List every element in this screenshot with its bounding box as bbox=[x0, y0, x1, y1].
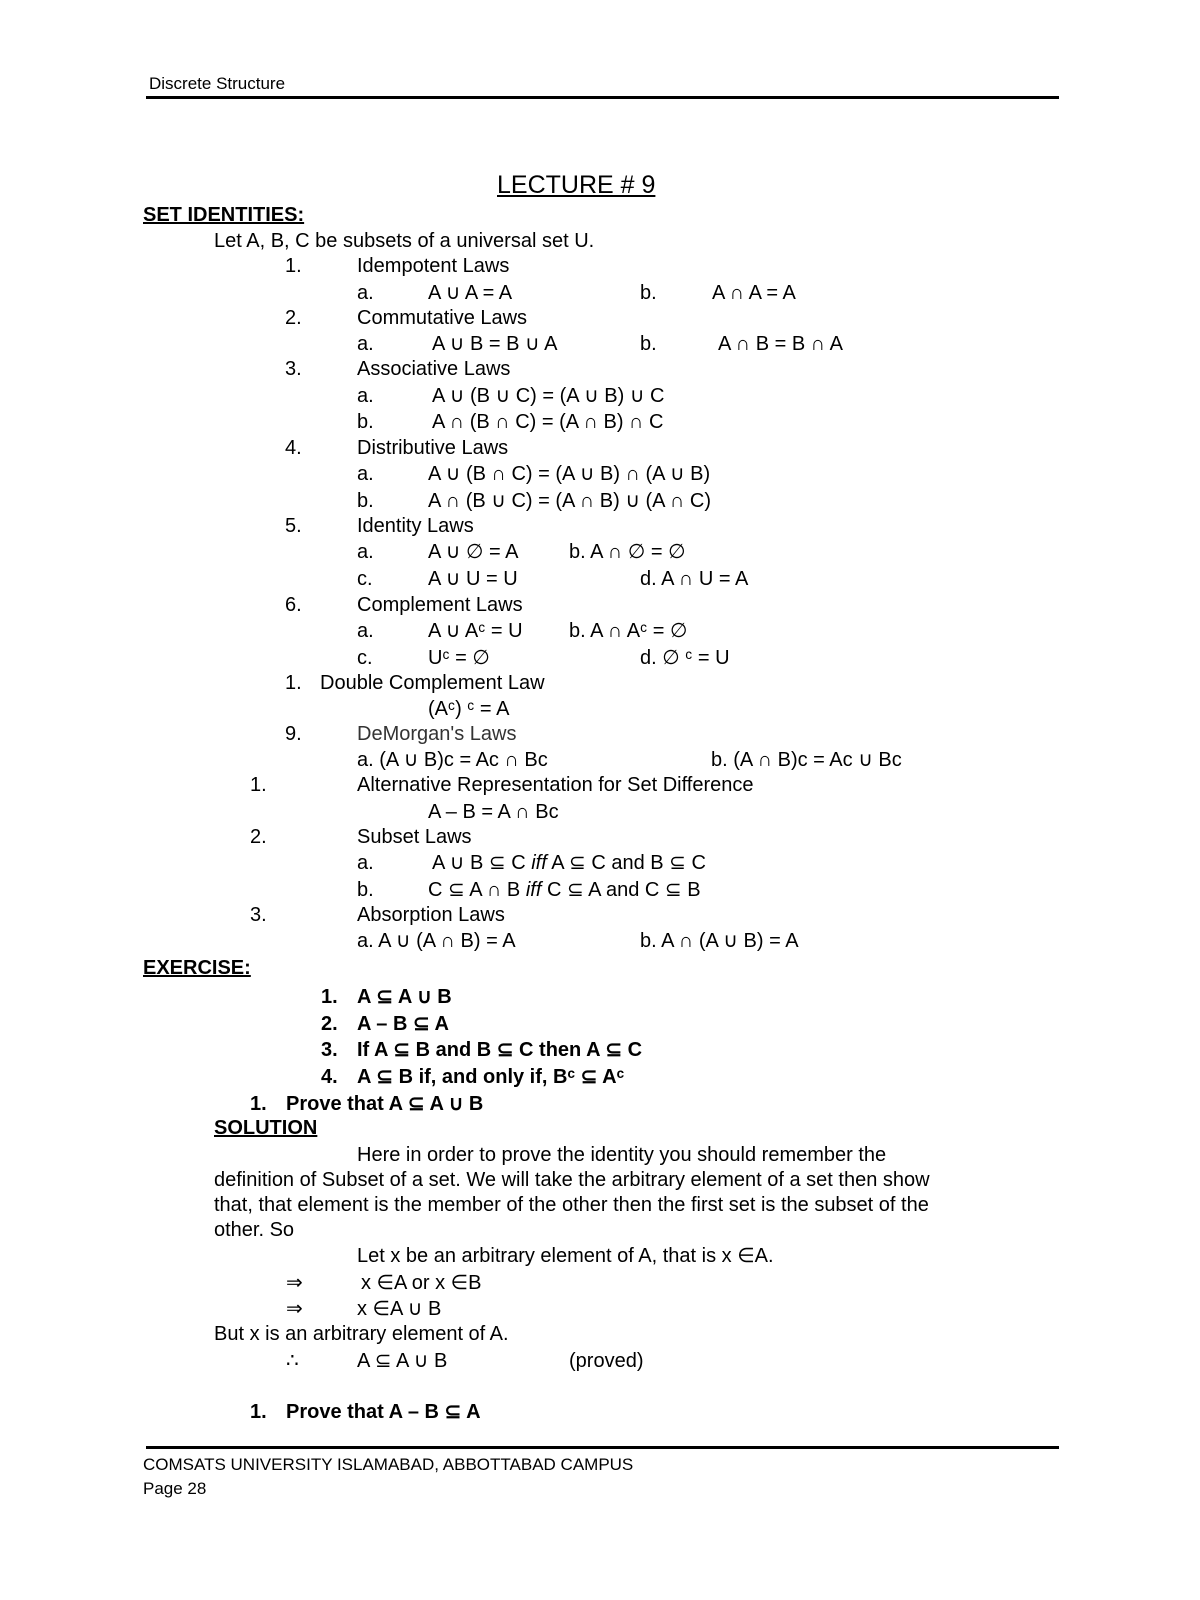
item-label: b. bbox=[357, 411, 374, 433]
header-rule bbox=[146, 96, 1059, 99]
law-expression: A ∪ A = A bbox=[428, 282, 513, 304]
item-label: a. bbox=[357, 620, 374, 642]
law-number: 6. bbox=[285, 594, 302, 616]
item-label: c. bbox=[357, 568, 373, 590]
law-name: Absorption Laws bbox=[357, 904, 505, 926]
law-expression: A ∪ ∅ = A bbox=[428, 541, 519, 563]
law-name: Commutative Laws bbox=[357, 307, 528, 329]
exercise-number: 2. bbox=[321, 1013, 338, 1035]
law-name: DeMorgan's Laws bbox=[357, 723, 517, 745]
law-expression: b. A ∩ ∅ = ∅ bbox=[569, 541, 686, 563]
law-expression: A ∪ Aᶜ = U bbox=[428, 620, 523, 642]
paragraph-line: definition of Subset of a set. We will take the arbitrary element of a set then show bbox=[214, 1169, 930, 1191]
footer-institution: COMSATS UNIVERSITY ISLAMABAD, ABBOTTABAD CAMPUS bbox=[143, 1455, 634, 1474]
law-number: 1. bbox=[250, 774, 267, 796]
paragraph-line: Here in order to prove the identity you should remember the bbox=[357, 1144, 887, 1166]
law-expression: d. A ∩ U = A bbox=[640, 568, 749, 590]
law-expression: A ∩ (B ∪ C) = (A ∩ B) ∪ (A ∩ C) bbox=[428, 490, 711, 512]
item-label: a. bbox=[357, 463, 374, 485]
expr-part: C ⊆ A and C ⊆ B bbox=[541, 879, 701, 901]
law-expression: a. (A ∪ B)c = Ac ∩ Bc bbox=[357, 749, 548, 771]
law-name: Subset Laws bbox=[357, 826, 472, 848]
law-expression bbox=[428, 878, 701, 902]
intro-text: Let A, B, C be subsets of a universal set U. bbox=[214, 230, 595, 252]
item-label: b. bbox=[640, 333, 657, 355]
law-name: Idempotent Laws bbox=[357, 255, 510, 277]
iff-keyword: iff bbox=[525, 879, 542, 901]
exercise-number: 1. bbox=[321, 986, 338, 1008]
proof-conclusion: A ⊆ A ∪ B bbox=[357, 1350, 448, 1372]
implies-icon: ⇒ bbox=[286, 1298, 303, 1320]
proof-number: 1. bbox=[250, 1401, 267, 1423]
law-expression bbox=[432, 851, 706, 875]
law-expression: A ∩ B = B ∩ A bbox=[718, 333, 843, 355]
item-label: a. bbox=[357, 541, 374, 563]
law-expression: Uᶜ = ∅ bbox=[428, 647, 490, 669]
law-number: 4. bbox=[285, 437, 302, 459]
law-expression: b. A ∩ (A ∪ B) = A bbox=[640, 930, 799, 952]
proof-number: 1. bbox=[250, 1093, 267, 1115]
exercise-item: If A ⊆ B and B ⊆ C then A ⊆ C bbox=[357, 1039, 643, 1061]
law-expression: A ∪ (B ∩ C) = (A ∪ B) ∩ (A ∪ B) bbox=[428, 463, 711, 485]
item-label: b. bbox=[357, 879, 374, 901]
law-number: 5. bbox=[285, 515, 302, 537]
set-identities-heading: SET IDENTITIES: bbox=[143, 204, 305, 226]
exercise-item: A – B ⊆ A bbox=[357, 1013, 449, 1035]
law-expression: A ∪ U = U bbox=[428, 568, 518, 590]
law-name: Associative Laws bbox=[357, 358, 511, 380]
proved-label: (proved) bbox=[569, 1350, 644, 1372]
page-number: Page 28 bbox=[143, 1479, 207, 1498]
paragraph-line: that, that element is the member of the other then the first set is the subset of the bbox=[214, 1194, 929, 1216]
law-number: 1. bbox=[285, 255, 302, 277]
proof-title: Prove that A ⊆ A ∪ B bbox=[286, 1093, 484, 1115]
item-label: a. bbox=[357, 852, 374, 874]
item-label: b. bbox=[357, 490, 374, 512]
law-expression: A ∪ (B ∪ C) = (A ∪ B) ∪ C bbox=[432, 385, 665, 407]
proof-line: But x is an arbitrary element of A. bbox=[214, 1323, 509, 1345]
law-expression: A ∪ B = B ∪ A bbox=[432, 333, 558, 355]
law-number: 9. bbox=[285, 723, 302, 745]
item-label: a. bbox=[357, 333, 374, 355]
law-expression: d. ∅ ᶜ = U bbox=[640, 647, 730, 669]
law-expression: (Aᶜ) ᶜ = A bbox=[428, 698, 510, 720]
item-label: c. bbox=[357, 647, 373, 669]
iff-keyword: iff bbox=[531, 852, 547, 874]
therefore-icon: ∴ bbox=[286, 1350, 299, 1372]
law-name: Alternative Representation for Set Difference bbox=[357, 774, 754, 796]
exercise-item: A ⊆ B if, and only if, Bᶜ ⊆ Aᶜ bbox=[357, 1066, 625, 1088]
implies-icon: ⇒ bbox=[286, 1272, 303, 1294]
law-expression: a. A ∪ (A ∩ B) = A bbox=[357, 930, 516, 952]
exercise-number: 4. bbox=[321, 1066, 338, 1088]
exercise-heading: EXERCISE: bbox=[143, 957, 251, 979]
law-name: Double Complement Law bbox=[320, 672, 545, 694]
law-number: 2. bbox=[250, 826, 267, 848]
law-expression: b. (A ∩ B)c = Ac ∪ Bc bbox=[711, 749, 902, 771]
law-expression: A – B = A ∩ Bc bbox=[428, 801, 559, 823]
footer-rule bbox=[146, 1446, 1059, 1449]
proof-line: x ∈A ∪ B bbox=[357, 1298, 442, 1320]
paragraph-line: other. So bbox=[214, 1219, 295, 1241]
expr-part: C ⊆ A ∩ B bbox=[428, 879, 526, 901]
law-name: Distributive Laws bbox=[357, 437, 509, 459]
proof-title: Prove that A – B ⊆ A bbox=[286, 1401, 481, 1423]
lecture-title: LECTURE # 9 bbox=[497, 171, 656, 199]
solution-heading: SOLUTION bbox=[214, 1117, 318, 1139]
exercise-number: 3. bbox=[321, 1039, 338, 1061]
law-number: 3. bbox=[250, 904, 267, 926]
running-header: Discrete Structure bbox=[149, 74, 286, 93]
law-name: Identity Laws bbox=[357, 515, 474, 537]
law-expression: b. A ∩ Aᶜ = ∅ bbox=[569, 620, 688, 642]
law-expression: A ∩ (B ∩ C) = (A ∩ B) ∩ C bbox=[432, 411, 664, 433]
law-number: 3. bbox=[285, 358, 302, 380]
proof-line: Let x be an arbitrary element of A, that is x ∈A. bbox=[357, 1245, 774, 1267]
expr-part: A ⊆ C and B ⊆ C bbox=[546, 852, 706, 874]
item-label: a. bbox=[357, 385, 374, 407]
proof-line: x ∈A or x ∈B bbox=[361, 1272, 482, 1294]
law-name: Complement Laws bbox=[357, 594, 523, 616]
item-label: a. bbox=[357, 282, 374, 304]
law-expression: A ∩ A = A bbox=[712, 282, 796, 304]
expr-part: A ∪ B ⊆ C bbox=[432, 852, 532, 874]
law-number: 1. bbox=[285, 672, 302, 694]
law-number: 2. bbox=[285, 307, 302, 329]
exercise-item: A ⊆ A ∪ B bbox=[357, 986, 452, 1008]
item-label: b. bbox=[640, 282, 657, 304]
